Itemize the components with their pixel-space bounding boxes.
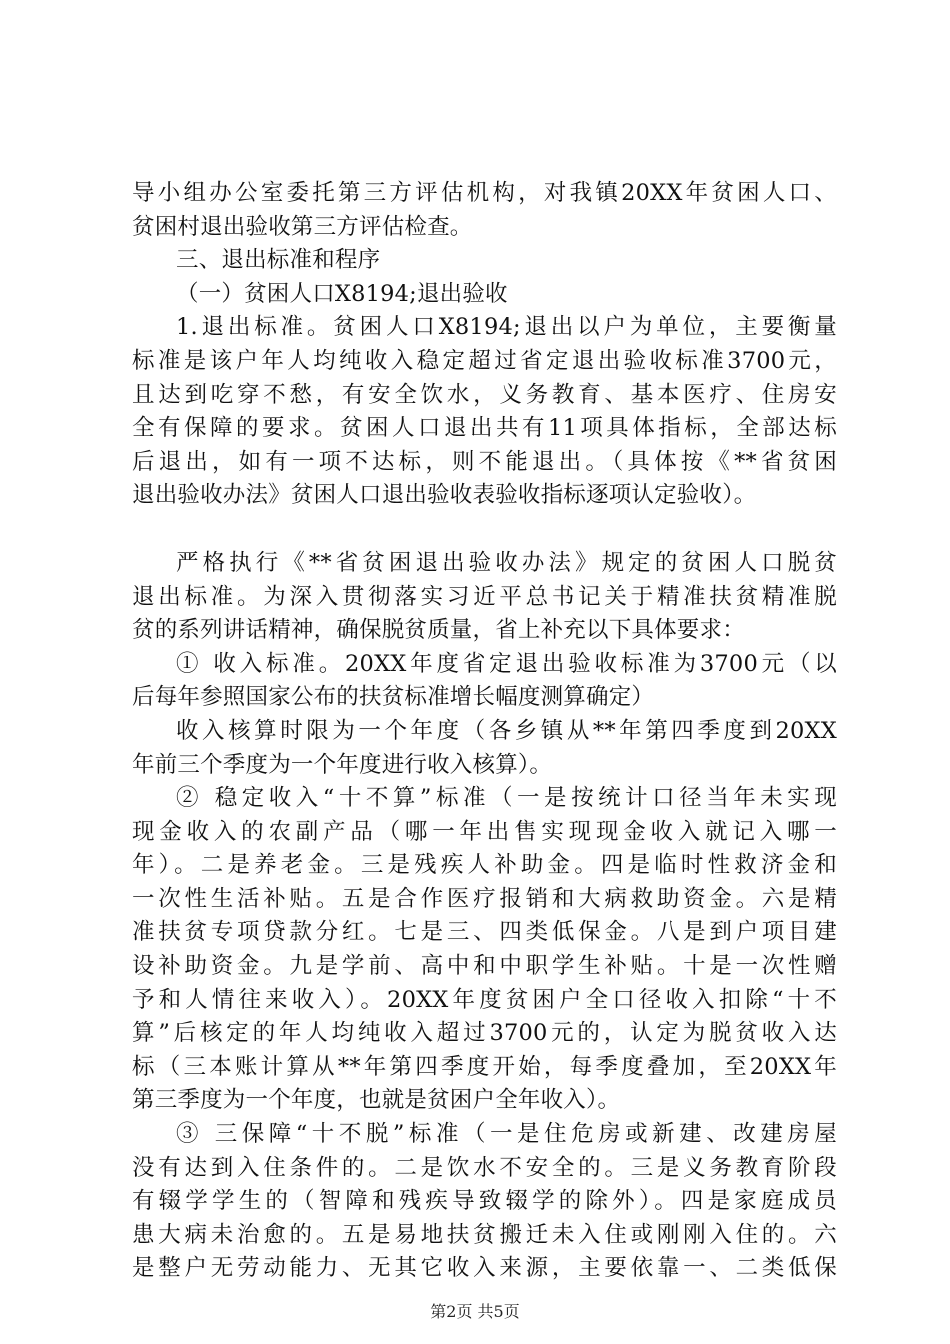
text-line: 贫的系列讲话精神，确保脱贫质量，省上补充以下具体要求：: [132, 617, 745, 644]
text-line: 有辍学学生的（智障和残疾导致辍学的除外）。四是家庭成员: [132, 1188, 837, 1215]
text-line: 年前三个季度为一个年度进行收入核算）。: [132, 751, 553, 778]
text-line: ③ 三保障“十不脱”标准（一是住危房或新建、改建房屋: [176, 1121, 837, 1148]
text-line: 收入核算时限为一个年度（各乡镇从**年第四季度到20XX: [176, 717, 837, 744]
text-line: 算”后核定的年人均纯收入超过3700元的，认定为脱贫收入达: [132, 1020, 837, 1047]
text-line: ② 稳定收入“十不算”标准（一是按统计口径当年未实现: [176, 785, 837, 812]
text-line: 导小组办公室委托第三方评估机构，对我镇20XX年贫困人口、: [132, 180, 837, 206]
text-line: 患大病未治愈的。五是易地扶贫搬迁未入住或刚刚入住的。六: [132, 1221, 837, 1248]
text-line: 且达到吃穿不愁，有安全饮水，义务教育、基本医疗、住房安: [132, 381, 837, 408]
page-footer: 第2页 共5页: [430, 1302, 520, 1321]
paragraph: [132, 177, 837, 244]
text-line: 标（三本账计算从**年第四季度开始，每季度叠加，至20XX年: [132, 1053, 837, 1080]
text-line: 退出验收办法》贫困人口退出验收表验收指标逐项认定验收）。: [132, 482, 757, 509]
text-line: ① 收入标准。20XX年度省定退出验收标准为3700元（以: [176, 650, 837, 677]
paragraph: [132, 715, 837, 782]
paragraph: [132, 278, 837, 312]
paragraph: [132, 244, 837, 278]
text-line: 年）。二是养老金。三是残疾人补助金。四是临时性救济金和: [132, 852, 837, 879]
paragraph: [132, 547, 837, 648]
text-line: 准扶贫专项贷款分红。七是三、四类低保金。八是到户项目建: [132, 919, 837, 946]
paragraph: [132, 1118, 837, 1286]
paragraph: [132, 311, 837, 513]
document-body: [132, 177, 837, 1286]
text-line: 第三季度为一个年度，也就是贫困户全年收入）。: [132, 1087, 621, 1114]
paragraph: [132, 648, 837, 715]
text-line: 没有达到入住条件的。二是饮水不安全的。三是义务教育阶段: [132, 1154, 837, 1181]
text-line: 是整户无劳动能力、无其它收入来源，主要依靠一、二类低保: [132, 1255, 837, 1282]
text-line: 全有保障的要求。贫困人口退出共有11项具体指标，全部达标: [132, 415, 837, 442]
text-line: （一）贫困人口X8194;退出验收: [176, 280, 508, 307]
text-line: 一次性生活补贴。五是合作医疗报销和大病救助资金。六是精: [132, 885, 837, 912]
text-line: 严格执行《**省贫困退出验收办法》规定的贫困人口脱贫: [176, 549, 837, 576]
text-line: 予和人情往来收入）。20XX年度贫困户全口径收入扣除“十不: [132, 986, 837, 1013]
text-line: 三、退出标准和程序: [176, 247, 381, 274]
text-line: 设补助资金。九是学前、高中和中职学生补贴。十是一次性赠: [132, 953, 837, 980]
text-line: 后退出，如有一项不达标，则不能退出。（具体按《**省贫困: [132, 448, 837, 475]
text-line: 后每年参照国家公布的扶贫标准增长幅度测算确定）: [132, 684, 655, 711]
text-line: 贫困村退出验收第三方评估检查。: [132, 213, 473, 240]
text-line: 1.退出标准。贫困人口X8194;退出以户为单位，主要衡量: [176, 314, 837, 341]
paragraph: [132, 782, 837, 1118]
text-line: 标准是该户年人均纯收入稳定超过省定退出验收标准3700元，: [132, 347, 837, 374]
text-line: 现金收入的农副产品（哪一年出售实现现金收入就记入哪一: [132, 818, 837, 845]
paragraph-gap: [132, 513, 837, 547]
text-line: 退出标准。为深入贯彻落实习近平总书记关于精准扶贫精准脱: [132, 583, 837, 610]
